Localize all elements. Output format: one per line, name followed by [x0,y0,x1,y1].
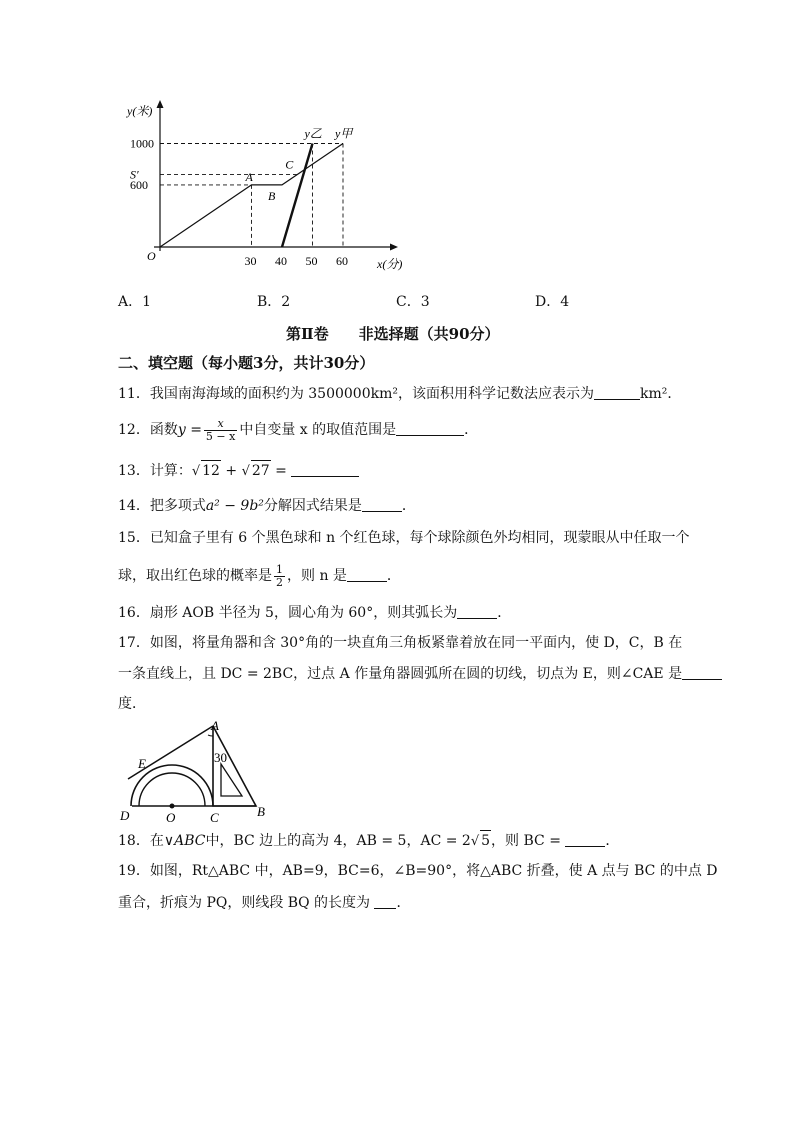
label-e: E [138,756,146,771]
question-17-line-1: 17．如图，将量角器和含 30°角的一块直角三角板紧靠着放在同一平面内，使 D，C，B 在 [118,635,683,651]
q12-pre: 12．函数 [118,422,178,438]
distance-time-chart [118,95,418,275]
y-tick-label-1: 600 [130,177,148,192]
q18-radicand: 5 [480,830,491,851]
q12-numerator: x [204,418,237,431]
q12-fraction [204,418,237,443]
q15-tail: ． [386,568,401,584]
tangent-line-ae [128,726,213,779]
question-15-line-2 [118,562,401,590]
q12-tail: ． [464,422,479,438]
q14-expression: a² − 9b² [205,498,264,514]
choice-b[interactable]: B．2 [257,294,291,310]
x-tick-label-50: 50 [305,254,318,268]
q11-text: 11．我国南海海域的面积约为 3500000km²，该面积用科学记数法应表示为 [118,386,594,402]
fill-in-title: 二、填空题（每小题3分，共计30分） [118,354,375,372]
q18-tail: ． [605,833,620,849]
x-axis-arrow [390,244,398,251]
x-tick-label-60: 60 [336,254,348,268]
q13-pre: 13．计算： [118,463,192,479]
label-o: O [166,810,176,825]
origin-label: O [147,249,156,263]
q15-fraction [274,564,285,589]
point-c-label: C [285,157,294,172]
y-axis-arrow [157,100,164,108]
label-c: C [210,810,219,825]
q13-plus: + [220,463,242,479]
choice-d[interactable]: D．4 [535,294,570,310]
q16-tail: ． [497,605,512,621]
q13-eq: = [270,463,292,479]
q15-answer-blank[interactable] [347,567,387,582]
q16-answer-blank[interactable] [457,604,497,619]
q18-mid: 中，BC 边上的高为 4，AB = 5，AC = 2 [205,833,471,849]
label-b: B [257,804,265,819]
q15-numerator: 1 [276,562,283,576]
question-17-line-2 [118,664,722,684]
q17-answer-blank[interactable] [682,665,722,680]
question-12 [118,416,478,444]
label-30: 30 [214,750,227,765]
question-17-line-3: 度． [118,696,146,712]
set-square-outer [213,726,256,806]
question-13: 13．计算：√ 12 + √ 27 = [118,460,359,482]
section-title: 第Ⅱ卷 非选择题（共90分） [286,325,500,343]
q19-line2: 重合，折痕为 PQ，则线段 BQ 的长度为 [118,895,375,911]
q11-tail: km²． [640,386,682,402]
x-axis-label: x(分) [377,257,403,271]
center-point-o [170,804,175,809]
q11-answer-blank[interactable] [594,385,640,400]
point-b-label: B [268,188,276,203]
q18-pre: 18．在 [118,833,164,849]
choice-a[interactable]: A．1 [118,294,152,310]
question-19-line-2 [118,893,410,913]
question-16 [118,603,511,623]
q13-radicand-2: 27 [251,460,271,481]
y-tick-label-2: S′ [130,167,139,182]
q14-post: 分解因式结果是 [263,498,362,514]
y-tick-label-3: 1000 [130,136,154,151]
label-d: D [120,808,130,823]
q17-line2: 一条直线上，且 DC = 2BC，过点 A 作量角器圆弧所在圆的切线，切点为 E，则∠CAE 是 [118,666,683,682]
question-15-line-1: 15．已知盒子里有 6 个黑色球和 n 个红色球，每个球除颜色外均相同，现蒙眼从中任取一个 [118,530,690,546]
q18-post: ，则 BC = [491,833,566,849]
x-tick-label-30: 30 [244,254,257,268]
q14-tail: ． [401,498,416,514]
q12-post: 中自变量 x 的取值范围是 [239,422,397,438]
question-19-line-1: 19．如图，Rt△ABC 中，AB=9，BC=6，∠B=90°，将△ABC 折叠，使 A 点与 BC 的中点 D [118,863,718,879]
q12-answer-blank[interactable] [396,421,464,436]
series-jia-label: y甲 [335,126,353,141]
q14-pre: 14．把多项式 [118,498,206,514]
series-yi-label: y乙 [304,126,322,141]
q12-y: y = [177,422,202,438]
q13-answer-blank[interactable] [291,462,359,477]
set-square-inner [221,764,242,796]
q19-tail: ． [396,895,411,911]
protractor-outer-arc [131,765,213,806]
question-14 [118,496,416,516]
q13-radicand-1: 12 [201,460,221,481]
x-tick-label-40: 40 [275,254,287,268]
question-11 [118,384,681,404]
protractor-triangle-figure [118,716,278,826]
q14-answer-blank[interactable] [362,497,402,512]
q12-denominator: 5 − x [205,429,236,443]
q16-text: 16．扇形 AOB 半径为 5，圆心角为 60°，则其弧长为 [118,605,458,621]
q19-answer-blank[interactable] [374,894,396,909]
q15-line2a: 球，取出红色球的概率是 [118,568,272,584]
question-18: 18．在∨ABC中，BC 边上的高为 4，AB = 5，AC = 2√ 5，则 BC = ． [118,830,619,852]
q15-denominator: 2 [276,575,283,589]
q18-triangle: ABC [174,833,206,849]
q15-line2b: ，则 n 是 [287,568,347,584]
protractor-inner-arc [139,773,205,806]
label-a: A [211,718,219,733]
choice-c[interactable]: C．3 [396,294,430,310]
q18-answer-blank[interactable] [565,832,605,847]
point-a-label: A [245,169,253,184]
y-axis-label: y(米) [127,104,153,118]
